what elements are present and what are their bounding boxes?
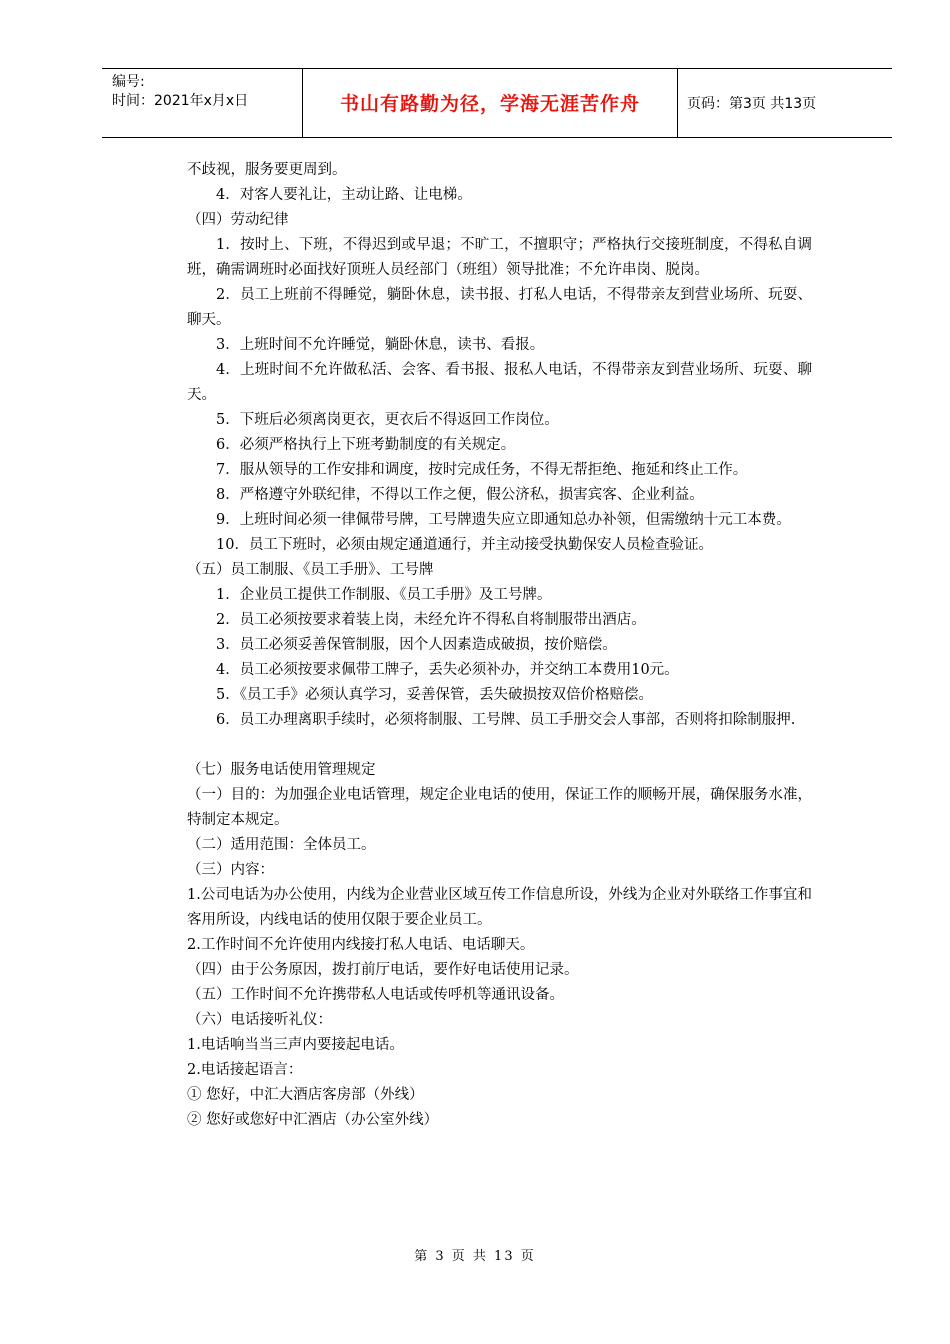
body-paragraph: （五）员工制服、《员工手册》、工号牌 bbox=[187, 562, 434, 578]
body-paragraph: 5．《员工手》必须认真学习，妥善保管，丢失破损按双倍价格赔偿。 bbox=[216, 687, 653, 703]
body-paragraph: （三）内容： bbox=[187, 862, 274, 878]
page-footer: 第 3 页 共 13 页 bbox=[414, 1249, 536, 1264]
document-body bbox=[187, 158, 812, 1133]
body-paragraph: （四）由于公务原因，拨打前厅电话，要作好电话使用记录。 bbox=[187, 962, 579, 978]
body-paragraph: （五）工作时间不允许携带私人电话或传呼机等通讯设备。 bbox=[187, 987, 564, 1003]
body-paragraph: 10．员工下班时，必须由规定通道通行，并主动接受执勤保安人员检查验证。 bbox=[216, 537, 713, 553]
body-paragraph: 5．下班后必须离岗更衣，更衣后不得返回工作岗位。 bbox=[216, 412, 559, 428]
body-paragraph: 不歧视，服务要更周到。 bbox=[187, 162, 347, 178]
document-number-label: 编号: bbox=[112, 74, 145, 90]
body-paragraph: （四）劳动纪律 bbox=[187, 212, 289, 228]
document-time-label: 时间：2021年x月x日 bbox=[112, 93, 249, 109]
body-paragraph: 7．服从领导的工作安排和调度，按时完成任务，不得无帮拒绝、拖延和终止工作。 bbox=[216, 462, 748, 478]
body-paragraph: 9．上班时间必须一律佩带号牌，工号牌遗失应立即通知总办补领，但需缴纳十元工本费。 bbox=[216, 512, 791, 528]
header-motto: 书山有路勤为径，学海无涯苦作舟 bbox=[339, 93, 640, 115]
header-page-cell bbox=[677, 69, 892, 137]
body-paragraph: 4．员工必须按要求佩带工牌子，丢失必须补办，并交纳工本费用10元。 bbox=[216, 662, 679, 678]
paragraph-spacer bbox=[187, 733, 812, 758]
body-paragraph: 2．员工上班前不得睡觉，躺卧休息，读书报、打私人电话，不得带亲友到营业场所、玩耍、聊天。 bbox=[187, 287, 812, 328]
page-header bbox=[102, 68, 892, 138]
body-paragraph: 1．企业员工提供工作制服、《员工手册》及工号牌。 bbox=[216, 587, 552, 603]
body-paragraph: （七）服务电话使用管理规定 bbox=[187, 762, 376, 778]
body-paragraph: 6．必须严格执行上下班考勤制度的有关规定。 bbox=[216, 437, 516, 453]
body-paragraph: （二）适用范围：全体员工。 bbox=[187, 837, 376, 853]
body-paragraph: 3．员工必须妥善保管制服，因个人因素造成破损，按价赔偿。 bbox=[216, 637, 617, 653]
body-paragraph: 8．严格遵守外联纪律，不得以工作之便，假公济私，损害宾客、企业利益。 bbox=[216, 487, 704, 503]
body-paragraph: 1.电话响当当三声内要接起电话。 bbox=[187, 1037, 404, 1053]
body-paragraph: 2.电话接起语言： bbox=[187, 1062, 303, 1078]
body-paragraph: 1.公司电话为办公使用，内线为企业营业区域互传工作信息所设，外线为企业对外联络工作事宜和客用所设，内线电话的使用仅限于要企业员工。 bbox=[187, 887, 812, 928]
header-meta-cell bbox=[102, 69, 302, 137]
body-paragraph: 2．员工必须按要求着装上岗，未经允许不得私自将制服带出酒店。 bbox=[216, 612, 646, 628]
body-paragraph: 4．上班时间不允许做私活、会客、看书报、报私人电话，不得带亲友到营业场所、玩耍、聊天。 bbox=[187, 362, 812, 403]
header-motto-cell bbox=[302, 69, 678, 137]
body-paragraph: ① 您好，中汇大酒店客房部（外线） bbox=[187, 1087, 424, 1103]
body-paragraph: （一）目的：为加强企业电话管理，规定企业电话的使用，保证工作的顺畅开展，确保服务水准，特制定本规定。 bbox=[187, 787, 812, 828]
body-paragraph: 3．上班时间不允许睡觉，躺卧休息，读书、看报。 bbox=[216, 337, 545, 353]
body-paragraph: （六）电话接听礼仪： bbox=[187, 1012, 332, 1028]
body-paragraph: ② 您好或您好中汇酒店（办公室外线） bbox=[187, 1112, 439, 1128]
body-paragraph: 4．对客人要礼让，主动让路、让电梯。 bbox=[216, 187, 472, 203]
header-page-code: 页码：第3页 共13页 bbox=[687, 96, 817, 112]
body-paragraph: 6．员工办理离职手续时，必须将制服、工号牌、员工手册交会人事部，否则将扣除制服押. bbox=[216, 712, 796, 728]
body-paragraph: 1．按时上、下班，不得迟到或早退；不旷工，不擅职守；严格执行交接班制度，不得私自调班，确需调班时必面找好顶班人员经部门（班组）领导批准；不允许串岗、脱岗。 bbox=[187, 237, 812, 278]
body-paragraph: 2.工作时间不允许使用内线接打私人电话、电话聊天。 bbox=[187, 937, 535, 953]
